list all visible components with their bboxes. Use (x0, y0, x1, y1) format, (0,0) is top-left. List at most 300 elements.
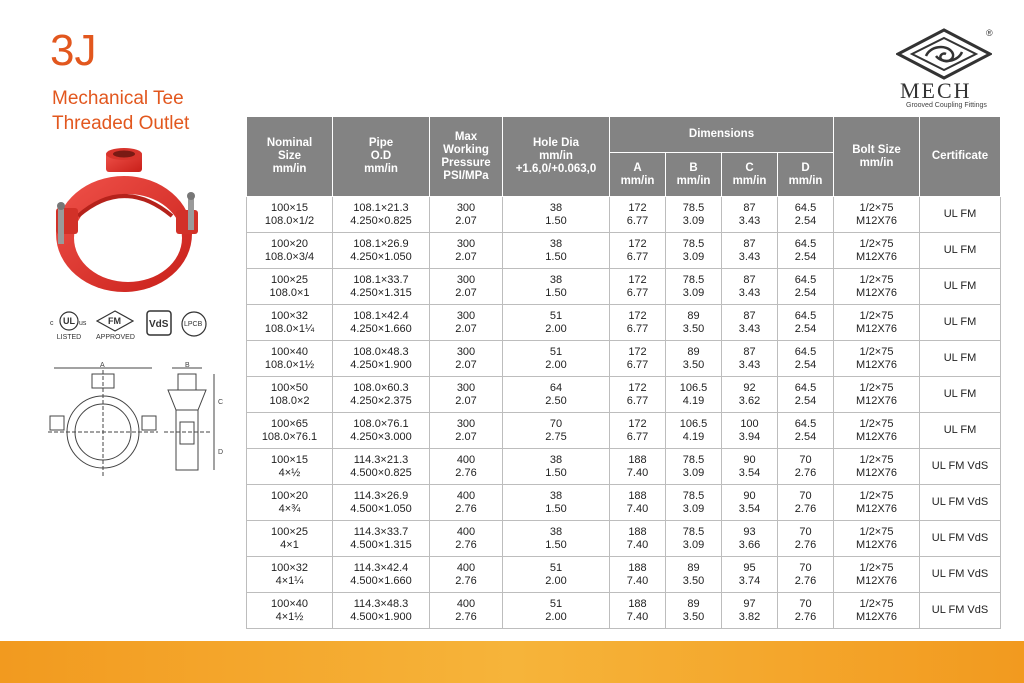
table-row (247, 557, 1001, 593)
cell-bolt (834, 557, 920, 593)
cell-nominal (247, 557, 333, 593)
svg-text:D: D (218, 449, 224, 456)
cell-hole-line: 1.50 (545, 214, 567, 227)
cell-hole (503, 521, 610, 557)
cell-b-line: 106.5 (679, 417, 708, 430)
cell-nominal-line: 4×1¼ (275, 574, 304, 587)
cell-b-line: 3.09 (682, 214, 705, 227)
cell-a (610, 377, 666, 413)
cell-bolt-line: M12X76 (856, 466, 897, 479)
cell-bolt-line: 1/2×75 (859, 417, 894, 430)
cell-pressure (430, 341, 503, 377)
cell-nominal (247, 269, 333, 305)
svg-text:us: us (79, 320, 87, 327)
cell-pressure (430, 413, 503, 449)
cell-c (722, 233, 778, 269)
model-number: 3J (50, 26, 97, 75)
cell-d-line: 64.5 (794, 345, 817, 358)
header-hole-dia: Hole Dia mm/in +1.6,0/+0.063,0 (503, 117, 610, 197)
mech-logo-icon (896, 28, 992, 80)
spec-table (246, 116, 1001, 629)
cell-nominal-line: 100×25 (270, 525, 308, 538)
cell-certificate: UL FM (920, 197, 1001, 233)
cell-d-line: 64.5 (794, 381, 817, 394)
table-row (247, 485, 1001, 521)
cell-bolt (834, 197, 920, 233)
cell-a-line: 6.77 (626, 250, 649, 263)
cell-nominal-line: 100×40 (270, 345, 308, 358)
cell-nominal-line: 108.0×1/2 (264, 214, 315, 227)
cell-d-line: 2.54 (794, 214, 817, 227)
cell-pipe-line: 108.0×60.3 (353, 381, 409, 394)
cell-hole (503, 485, 610, 521)
cell-nominal-line: 108.0×1 (269, 286, 310, 299)
cell-hole-line: 64 (549, 381, 563, 394)
product-image (48, 146, 210, 306)
cell-a-line: 172 (628, 273, 647, 286)
cell-c-line: 3.43 (738, 250, 761, 263)
cell-b-line: 3.50 (682, 358, 705, 371)
header-max-pressure: Max Working Pressure PSI/MPa (430, 117, 503, 197)
cell-bolt (834, 341, 920, 377)
cell-nominal (247, 485, 333, 521)
cell-c (722, 341, 778, 377)
cell-pressure-line: 300 (456, 417, 476, 430)
certification-marks (50, 310, 220, 346)
cell-bolt-line: 1/2×75 (859, 237, 894, 250)
cell-pressure-line: 2.07 (455, 394, 477, 407)
cell-c-line: 87 (743, 345, 756, 358)
cell-pressure-line: 300 (456, 381, 476, 394)
cell-certificate: UL FM (920, 413, 1001, 449)
cell-nominal (247, 197, 333, 233)
cell-hole (503, 341, 610, 377)
cell-hole (503, 449, 610, 485)
dimension-drawing (48, 360, 238, 484)
cell-pipe-line: 108.1×26.9 (353, 237, 409, 250)
cell-nominal (247, 341, 333, 377)
cell-b-line: 3.09 (682, 466, 705, 479)
cell-b-line: 3.50 (682, 322, 705, 335)
cell-b (666, 557, 722, 593)
cell-c-line: 3.82 (738, 610, 761, 623)
cell-b-line: 78.5 (682, 525, 705, 538)
cell-pressure-line: 300 (456, 309, 476, 322)
cell-hole-line: 38 (549, 489, 563, 502)
header-dim-d: D mm/in (778, 153, 834, 197)
cell-bolt-line: 1/2×75 (859, 201, 894, 214)
cell-pressure-line: 2.07 (455, 322, 477, 335)
subtitle-line-2: Threaded Outlet (52, 113, 190, 134)
cell-nominal-line: 100×25 (270, 273, 308, 286)
cell-nominal-line: 100×32 (270, 309, 308, 322)
cell-pipe-line: 108.0×76.1 (353, 417, 409, 430)
cell-a-line: 188 (628, 597, 647, 610)
cell-d-line: 2.76 (794, 466, 817, 479)
cell-a-line: 6.77 (626, 358, 649, 371)
cell-b (666, 341, 722, 377)
table-row (247, 521, 1001, 557)
cell-a (610, 557, 666, 593)
cell-pipe (333, 557, 430, 593)
table-row (247, 413, 1001, 449)
cell-c-line: 87 (743, 273, 756, 286)
cell-hole-line: 70 (549, 417, 563, 430)
cell-bolt-line: M12X76 (856, 214, 897, 227)
cell-bolt (834, 377, 920, 413)
cell-certificate: UL FM VdS (920, 521, 1001, 557)
cell-pressure-line: 400 (456, 453, 476, 466)
cell-certificate: UL FM VdS (920, 485, 1001, 521)
svg-text:VdS: VdS (149, 319, 169, 330)
cell-nominal (247, 449, 333, 485)
cell-hole (503, 413, 610, 449)
cell-c (722, 557, 778, 593)
cell-c-line: 100 (740, 417, 759, 430)
cell-a (610, 449, 666, 485)
cell-pipe (333, 593, 430, 629)
cell-nominal-line: 108.0×2 (269, 394, 310, 407)
cell-d-line: 2.76 (794, 502, 817, 515)
cell-d-line: 64.5 (794, 273, 817, 286)
cell-hole (503, 269, 610, 305)
cell-bolt (834, 593, 920, 629)
cell-d (778, 521, 834, 557)
cell-a (610, 233, 666, 269)
cell-pressure (430, 197, 503, 233)
cell-a-line: 172 (628, 201, 647, 214)
cell-pipe (333, 485, 430, 521)
cell-c-line: 95 (743, 561, 756, 574)
cell-d-line: 2.54 (794, 250, 817, 263)
cell-a-line: 172 (628, 237, 647, 250)
cell-bolt-line: 1/2×75 (859, 525, 894, 538)
cell-nominal-line: 4×1½ (275, 610, 304, 623)
cell-a (610, 305, 666, 341)
table-row (247, 341, 1001, 377)
cell-a-line: 188 (628, 525, 647, 538)
cell-nominal-line: 100×15 (270, 201, 308, 214)
svg-text:FM: FM (108, 316, 121, 326)
cell-bolt-line: M12X76 (856, 358, 897, 371)
cell-a-line: 188 (628, 561, 647, 574)
cell-nominal-line: 100×20 (270, 237, 308, 250)
table-row (247, 449, 1001, 485)
cell-b (666, 377, 722, 413)
cell-d (778, 341, 834, 377)
cell-b (666, 233, 722, 269)
cell-d (778, 593, 834, 629)
product-subtitle (52, 86, 189, 136)
cell-d-line: 70 (799, 597, 812, 610)
cell-d-line: 2.76 (794, 610, 817, 623)
cell-b (666, 485, 722, 521)
cell-c-line: 87 (743, 201, 756, 214)
cell-pipe-line: 114.3×42.4 (353, 561, 409, 574)
cell-pressure (430, 377, 503, 413)
svg-text:B: B (185, 362, 190, 369)
cell-d-line: 70 (799, 561, 812, 574)
cell-bolt-line: M12X76 (856, 574, 897, 587)
cell-hole-line: 2.00 (545, 322, 567, 335)
cell-d-line: 70 (799, 489, 812, 502)
cell-hole (503, 593, 610, 629)
cell-b (666, 197, 722, 233)
cell-a (610, 521, 666, 557)
cell-b (666, 521, 722, 557)
cell-b-line: 89 (687, 345, 700, 358)
subtitle-line-1: Mechanical Tee (52, 88, 184, 109)
cell-c-line: 3.94 (738, 430, 761, 443)
cell-hole-line: 2.50 (545, 394, 567, 407)
cell-pipe-line: 108.0×48.3 (353, 345, 409, 358)
cell-pressure-line: 300 (456, 273, 476, 286)
cell-pipe-line: 4.250×0.825 (350, 214, 412, 227)
cell-d (778, 269, 834, 305)
cell-d (778, 485, 834, 521)
cell-bolt-line: M12X76 (856, 322, 897, 335)
cell-hole-line: 2.00 (545, 574, 567, 587)
cell-pipe-line: 4.500×1.900 (350, 610, 412, 623)
cell-b-line: 106.5 (679, 381, 708, 394)
cell-d-line: 2.54 (794, 322, 817, 335)
cell-a-line: 6.77 (626, 214, 649, 227)
cell-pipe-line: 108.1×33.7 (353, 273, 409, 286)
cell-c-line: 3.66 (738, 538, 761, 551)
cell-nominal-line: 4×1 (280, 538, 299, 551)
cell-a-line: 172 (628, 309, 647, 322)
cell-bolt-line: 1/2×75 (859, 381, 894, 394)
cell-b (666, 413, 722, 449)
cell-pressure-line: 2.76 (455, 538, 477, 551)
cell-hole-line: 1.50 (545, 250, 567, 263)
table-row (247, 377, 1001, 413)
cell-d (778, 413, 834, 449)
cell-d (778, 557, 834, 593)
cell-pressure-line: 300 (456, 237, 476, 250)
cell-certificate: UL FM (920, 269, 1001, 305)
cell-hole (503, 377, 610, 413)
cell-c (722, 593, 778, 629)
cell-pressure-line: 2.07 (455, 214, 477, 227)
cell-d (778, 305, 834, 341)
cell-b (666, 305, 722, 341)
cell-pressure-line: 2.07 (455, 430, 477, 443)
cell-a-line: 6.77 (626, 286, 649, 299)
cell-bolt-line: 1/2×75 (859, 597, 894, 610)
cell-c-line: 93 (743, 525, 756, 538)
cell-hole (503, 305, 610, 341)
cell-hole-line: 1.50 (545, 538, 567, 551)
cell-pipe-line: 114.3×21.3 (353, 453, 409, 466)
cell-a-line: 7.40 (626, 574, 649, 587)
header-dim-b: B mm/in (666, 153, 722, 197)
cell-pressure (430, 269, 503, 305)
cell-pipe-line: 108.1×42.4 (353, 309, 409, 322)
cell-nominal-line: 100×40 (270, 597, 308, 610)
cell-pressure-line: 2.76 (455, 610, 477, 623)
cell-pressure-line: 2.07 (455, 250, 477, 263)
cell-bolt (834, 485, 920, 521)
cell-a-line: 172 (628, 345, 647, 358)
cell-bolt (834, 305, 920, 341)
cell-a-line: 7.40 (626, 610, 649, 623)
cell-hole-line: 38 (549, 237, 563, 250)
cell-pipe-line: 4.500×1.050 (350, 502, 412, 515)
cell-pressure-line: 2.07 (455, 286, 477, 299)
cell-certificate: UL FM (920, 341, 1001, 377)
cell-a (610, 593, 666, 629)
cell-pressure (430, 593, 503, 629)
cell-pipe-line: 114.3×33.7 (353, 525, 409, 538)
cell-nominal (247, 305, 333, 341)
cell-pressure-line: 400 (456, 525, 476, 538)
header-certificate: Certificate (920, 117, 1001, 197)
lpcb-icon (180, 310, 208, 340)
cell-d (778, 233, 834, 269)
header-pipe-od: Pipe O.D mm/in (333, 117, 430, 197)
cell-c-line: 92 (743, 381, 756, 394)
cell-b (666, 593, 722, 629)
cell-nominal (247, 377, 333, 413)
cell-pipe (333, 449, 430, 485)
cell-c-line: 3.74 (738, 574, 761, 587)
cell-b-line: 3.09 (682, 538, 705, 551)
cell-hole (503, 197, 610, 233)
cell-nominal-line: 100×15 (270, 453, 308, 466)
cell-c-line: 3.43 (738, 322, 761, 335)
cell-b-line: 4.19 (682, 394, 705, 407)
cell-d-line: 2.54 (794, 286, 817, 299)
cell-d-line: 2.76 (794, 538, 817, 551)
cell-hole-line: 51 (549, 561, 563, 574)
cell-nominal-line: 108.0×1¼ (264, 322, 315, 335)
cell-a (610, 197, 666, 233)
table-row (247, 305, 1001, 341)
cell-c (722, 305, 778, 341)
cell-b-line: 3.09 (682, 250, 705, 263)
cell-nominal-line: 108.0×3/4 (264, 250, 315, 263)
cell-pipe (333, 413, 430, 449)
cell-hole (503, 233, 610, 269)
cell-hole-line: 2.00 (545, 610, 567, 623)
cell-certificate: UL FM (920, 305, 1001, 341)
cell-d-line: 2.54 (794, 394, 817, 407)
cell-d-line: 64.5 (794, 417, 817, 430)
cell-b (666, 269, 722, 305)
cell-a-line: 188 (628, 453, 647, 466)
cell-b-line: 78.5 (682, 489, 705, 502)
cell-nominal (247, 521, 333, 557)
cell-pressure (430, 521, 503, 557)
cell-b-line: 89 (687, 561, 700, 574)
table-row (247, 593, 1001, 629)
brand-tagline: Grooved Coupling Fittings (906, 102, 987, 109)
cell-bolt-line: M12X76 (856, 250, 897, 263)
header-dim-c: C mm/in (722, 153, 778, 197)
cell-pipe (333, 233, 430, 269)
cell-hole-line: 51 (549, 309, 563, 322)
cell-c-line: 3.43 (738, 286, 761, 299)
spec-table-body (247, 197, 1001, 629)
cell-bolt (834, 521, 920, 557)
cell-pipe-line: 4.250×1.900 (350, 358, 412, 371)
cell-pressure-line: 300 (456, 345, 476, 358)
cell-bolt-line: 1/2×75 (859, 453, 894, 466)
cell-b-line: 89 (687, 309, 700, 322)
cell-a (610, 341, 666, 377)
cell-c-line: 87 (743, 309, 756, 322)
cell-bolt-line: 1/2×75 (859, 561, 894, 574)
cell-d-line: 64.5 (794, 201, 817, 214)
cell-b-line: 78.5 (682, 273, 705, 286)
cell-a (610, 485, 666, 521)
cell-pressure-line: 300 (456, 201, 476, 214)
cell-a (610, 413, 666, 449)
table-row (247, 233, 1001, 269)
cell-pipe-line: 4.500×0.825 (350, 466, 412, 479)
cell-a-line: 188 (628, 489, 647, 502)
cell-pipe (333, 341, 430, 377)
cell-b-line: 3.09 (682, 502, 705, 515)
cell-certificate: UL FM (920, 377, 1001, 413)
brand-logo (888, 28, 998, 112)
cell-b (666, 449, 722, 485)
header-bolt-size: Bolt Size mm/in (834, 117, 920, 197)
cell-hole-line: 38 (549, 453, 563, 466)
table-row (247, 269, 1001, 305)
cell-hole-line: 2.00 (545, 358, 567, 371)
cell-pipe (333, 377, 430, 413)
cell-pressure-line: 400 (456, 489, 476, 502)
cell-bolt-line: M12X76 (856, 394, 897, 407)
cell-nominal-line: 4×¾ (278, 502, 301, 515)
cell-hole-line: 38 (549, 201, 563, 214)
cell-pipe-line: 4.250×1.050 (350, 250, 412, 263)
svg-text:LPCB: LPCB (184, 321, 203, 328)
cell-d-line: 64.5 (794, 309, 817, 322)
cell-b-line: 89 (687, 597, 700, 610)
cell-d (778, 197, 834, 233)
cell-pressure-line: 2.07 (455, 358, 477, 371)
cell-c (722, 197, 778, 233)
cell-pipe-line: 4.250×1.660 (350, 322, 412, 335)
cell-pipe-line: 4.250×2.375 (350, 394, 412, 407)
cell-c (722, 521, 778, 557)
table-row (247, 197, 1001, 233)
cell-bolt (834, 269, 920, 305)
cell-c-line: 90 (743, 489, 756, 502)
cell-c (722, 377, 778, 413)
fm-approved-label: APPROVED (96, 334, 135, 341)
cell-c (722, 449, 778, 485)
cell-hole-line: 38 (549, 525, 563, 538)
cell-hole-line: 1.50 (545, 502, 567, 515)
cell-nominal-line: 100×65 (270, 417, 308, 430)
svg-text:C: C (218, 399, 224, 406)
cell-pipe-line: 4.500×1.660 (350, 574, 412, 587)
cell-a-line: 7.40 (626, 466, 649, 479)
cell-bolt (834, 233, 920, 269)
cell-pipe-line: 114.3×26.9 (353, 489, 409, 502)
cell-c-line: 87 (743, 237, 756, 250)
cell-bolt (834, 449, 920, 485)
cell-pipe (333, 521, 430, 557)
cell-hole (503, 557, 610, 593)
svg-text:UL: UL (63, 316, 75, 326)
cell-d-line: 2.76 (794, 574, 817, 587)
cell-b-line: 3.50 (682, 574, 705, 587)
